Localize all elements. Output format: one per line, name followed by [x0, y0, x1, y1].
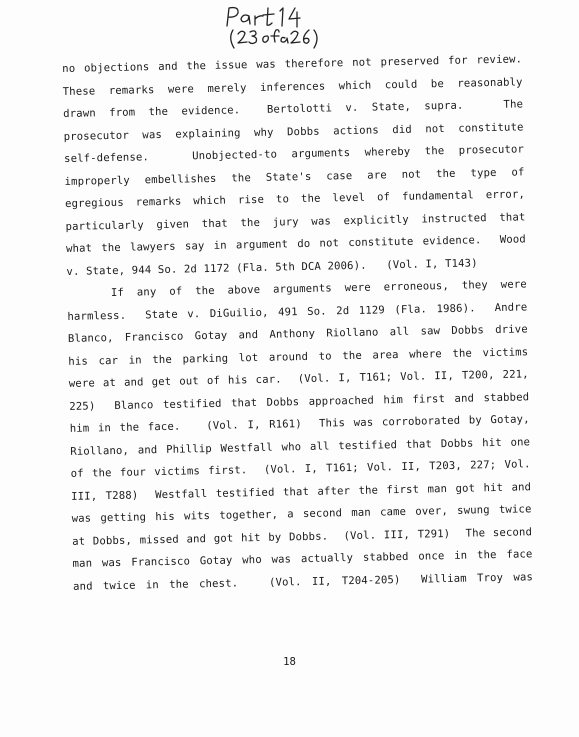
text-line: was getting his wits together, a second man came over, swung twice [71, 503, 532, 525]
text-line: drawn from the evidence. Bertolotti v. State, supra. The [63, 98, 524, 120]
text-line: man was Francisco Gotay who was actually stabbed once in the face [72, 548, 533, 570]
text-line: These remarks were merely inferences which could be reasonably [62, 75, 523, 98]
text-line: self-defense. Unobjected-to arguments whereby the prosecutor [63, 143, 525, 165]
text-line: what the lawyers say in argument do not constitute evidence. Wood [65, 233, 527, 255]
text-line: III, T288) Westfall testified that after the first man got hit and [71, 480, 532, 503]
text-line: improperly embellishes the State's case are not the type of [64, 165, 525, 188]
text-line: prosecutor was explaining why Dobbs actions did not constitute [63, 120, 524, 143]
handwritten-part-label [205, 4, 355, 50]
text-line: of the four victims first. (Vol. I, T161; Vol. II, T203, 227; Vol. [70, 458, 531, 480]
text-line: If any of the above arguments were erroneous, they were [110, 278, 527, 300]
text-line: Riollano, and Phillip Westfall who all testified that Dobbs hit one [70, 435, 531, 458]
text-line: him in the face. (Vol. I, R161) This was corroborated by Gotay, [69, 413, 530, 435]
text-line: Blanco, Francisco Gotay and Anthony Riollano all saw Dobbs drive [67, 323, 528, 345]
text-line: at Dobbs, missed and got hit by Dobbs. (Vol. III, T291) The second [72, 525, 533, 548]
text-line: and twice in the chest. (Vol. II, T204-205) William Troy was [72, 570, 534, 593]
handwritten-annotation [205, 4, 355, 50]
text-line: his car in the parking lot around to the area where the victims [68, 345, 529, 368]
text-line: egregious remarks which rise to the level of fundamental error, [64, 188, 526, 210]
text-line: v. State, 944 So. 2d 1172 (Fla. 5th DCA 2006). (Vol. I, T143) [66, 256, 478, 278]
text-line: 225) Blanco testified that Dobbs approached him first and stabbed [69, 390, 530, 413]
text-line: particularly given that the jury was explicitly instructed that [65, 210, 526, 233]
text-line: were at and get out of his car. (Vol. I, T161; Vol. II, T200, 221, [68, 368, 529, 390]
body-text [62, 48, 533, 598]
page-number: 18 [283, 656, 296, 668]
text-line: harmless. State v. DiGuilio, 491 So. 2d 1129 (Fla. 1986). Andre [67, 300, 528, 323]
text-line: no objections and the issue was therefore not preserved for review. [62, 53, 523, 75]
